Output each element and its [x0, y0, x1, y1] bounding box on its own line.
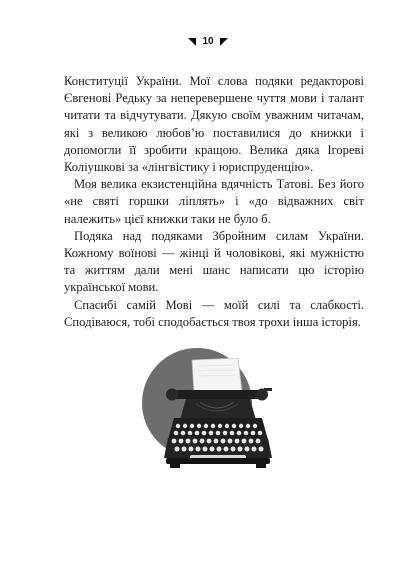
page-header — [0, 37, 416, 47]
corner-mark-right-icon — [220, 38, 228, 46]
paragraph: Конституції України. Мої слова подяки редакторові Євгенові Редьку за неперевершене чуття мови і талант читати та відчутувати. Дякую своїм уважним читачам, які з великою любов’ю поставилися до книжки і допомогли її зробити кращою. Велика дяка Ігореві Коліушкові за «лінгвістику і юриспруденцію». — [64, 74, 364, 175]
page-number: 10 — [202, 36, 214, 47]
paragraph: Моя велика екзистенційна вдячність Татові. Без його «не святі горшки ліплять» і «до відважних світ належить» цієї книжки таки не було б. — [64, 177, 364, 226]
paragraph: Подяка над подяками Збройним силам України. Кожному воїнові — жінці й чоловікові, які мужністю та життям дали мені шанс написати цю історію української мови. — [64, 228, 364, 295]
typewriter-illustration — [142, 340, 292, 480]
typewriter-icon — [164, 358, 274, 470]
corner-mark-left-icon — [188, 38, 196, 46]
paragraph: Спасибі самій Мові — моїй силі та слабкості. Сподіваюся, тобі сподобається твоя трохи інша історія. — [64, 297, 364, 329]
body-text — [64, 73, 364, 331]
